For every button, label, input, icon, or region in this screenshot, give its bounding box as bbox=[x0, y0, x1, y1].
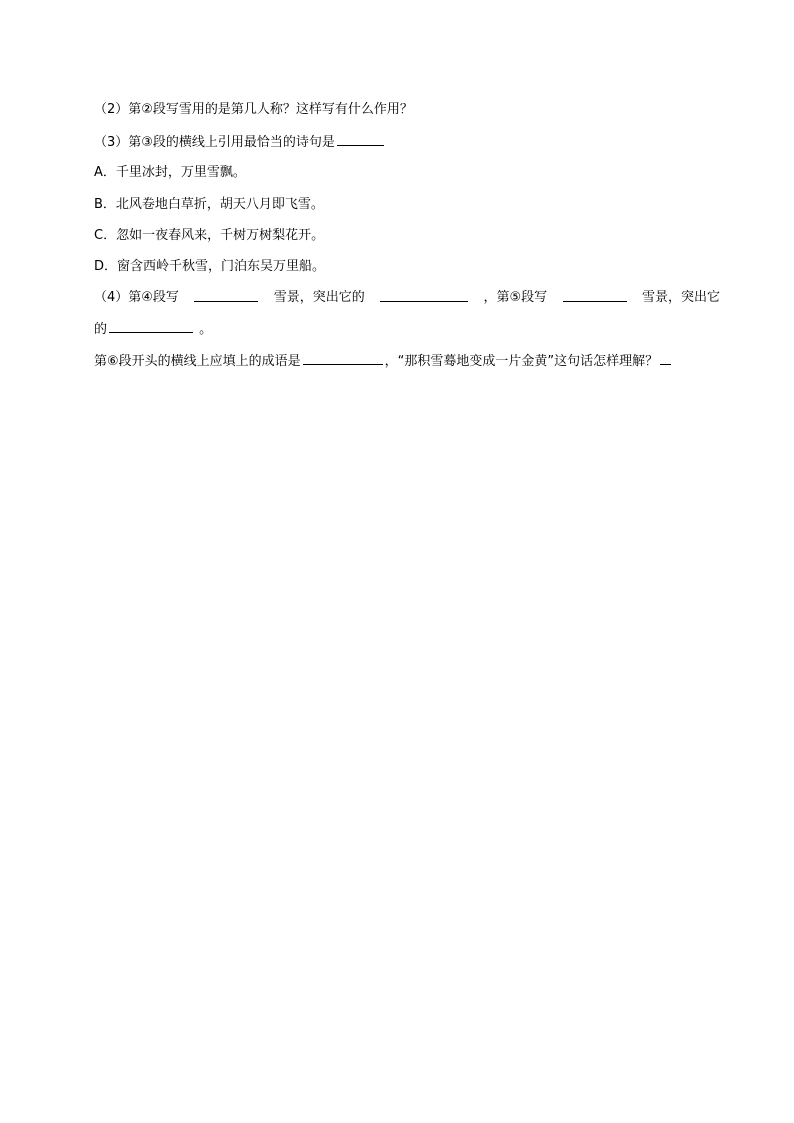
answer-blank bbox=[660, 352, 671, 365]
question-4-part-6: 。 bbox=[199, 322, 213, 337]
question-5 bbox=[94, 352, 673, 371]
question-4-part-5: 的 bbox=[94, 322, 108, 337]
question-3-prompt: （3）第③段的横线上引用最恰当的诗句是 bbox=[94, 135, 335, 150]
question-4-part-1: （4）第④段写 bbox=[94, 290, 179, 305]
question-4 bbox=[94, 289, 720, 307]
option-c bbox=[94, 227, 324, 245]
question-4-part-2: 雪景，突出它的 bbox=[273, 290, 365, 305]
option-b-text: B．北风卷地白草折，胡天八月即飞雪。 bbox=[94, 197, 324, 212]
question-2 bbox=[94, 101, 413, 119]
option-a bbox=[94, 164, 246, 182]
option-b bbox=[94, 196, 324, 214]
answer-blank bbox=[109, 320, 193, 333]
answer-blank bbox=[194, 289, 258, 302]
option-c-text: C．忽如一夜春风来，千树万树梨花开。 bbox=[94, 228, 325, 243]
question-5-part-1: 第⑥段开头的横线上应填上的成语是 bbox=[94, 354, 301, 369]
answer-blank bbox=[303, 352, 383, 365]
question-3 bbox=[94, 133, 386, 152]
question-4-part-4: 雪景，突出它 bbox=[641, 290, 720, 305]
question-2-text: （2）第②段写雪用的是第几人称？这样写有什么作用？ bbox=[94, 102, 413, 117]
option-d-text: D．窗含西岭千秋雪，门泊东吴万里船。 bbox=[94, 259, 326, 274]
option-a-text: A．千里冰封，万里雪飘。 bbox=[94, 165, 246, 180]
question-5-part-2: ，“那积雪蓦地变成一片金黄”这句话怎样理解？ bbox=[384, 354, 659, 369]
option-d bbox=[94, 258, 325, 276]
answer-blank bbox=[380, 289, 468, 302]
answer-blank bbox=[563, 289, 627, 302]
question-4-continued bbox=[94, 320, 212, 339]
question-4-part-3: ，第⑤段写 bbox=[483, 290, 548, 305]
answer-blank bbox=[337, 133, 384, 146]
